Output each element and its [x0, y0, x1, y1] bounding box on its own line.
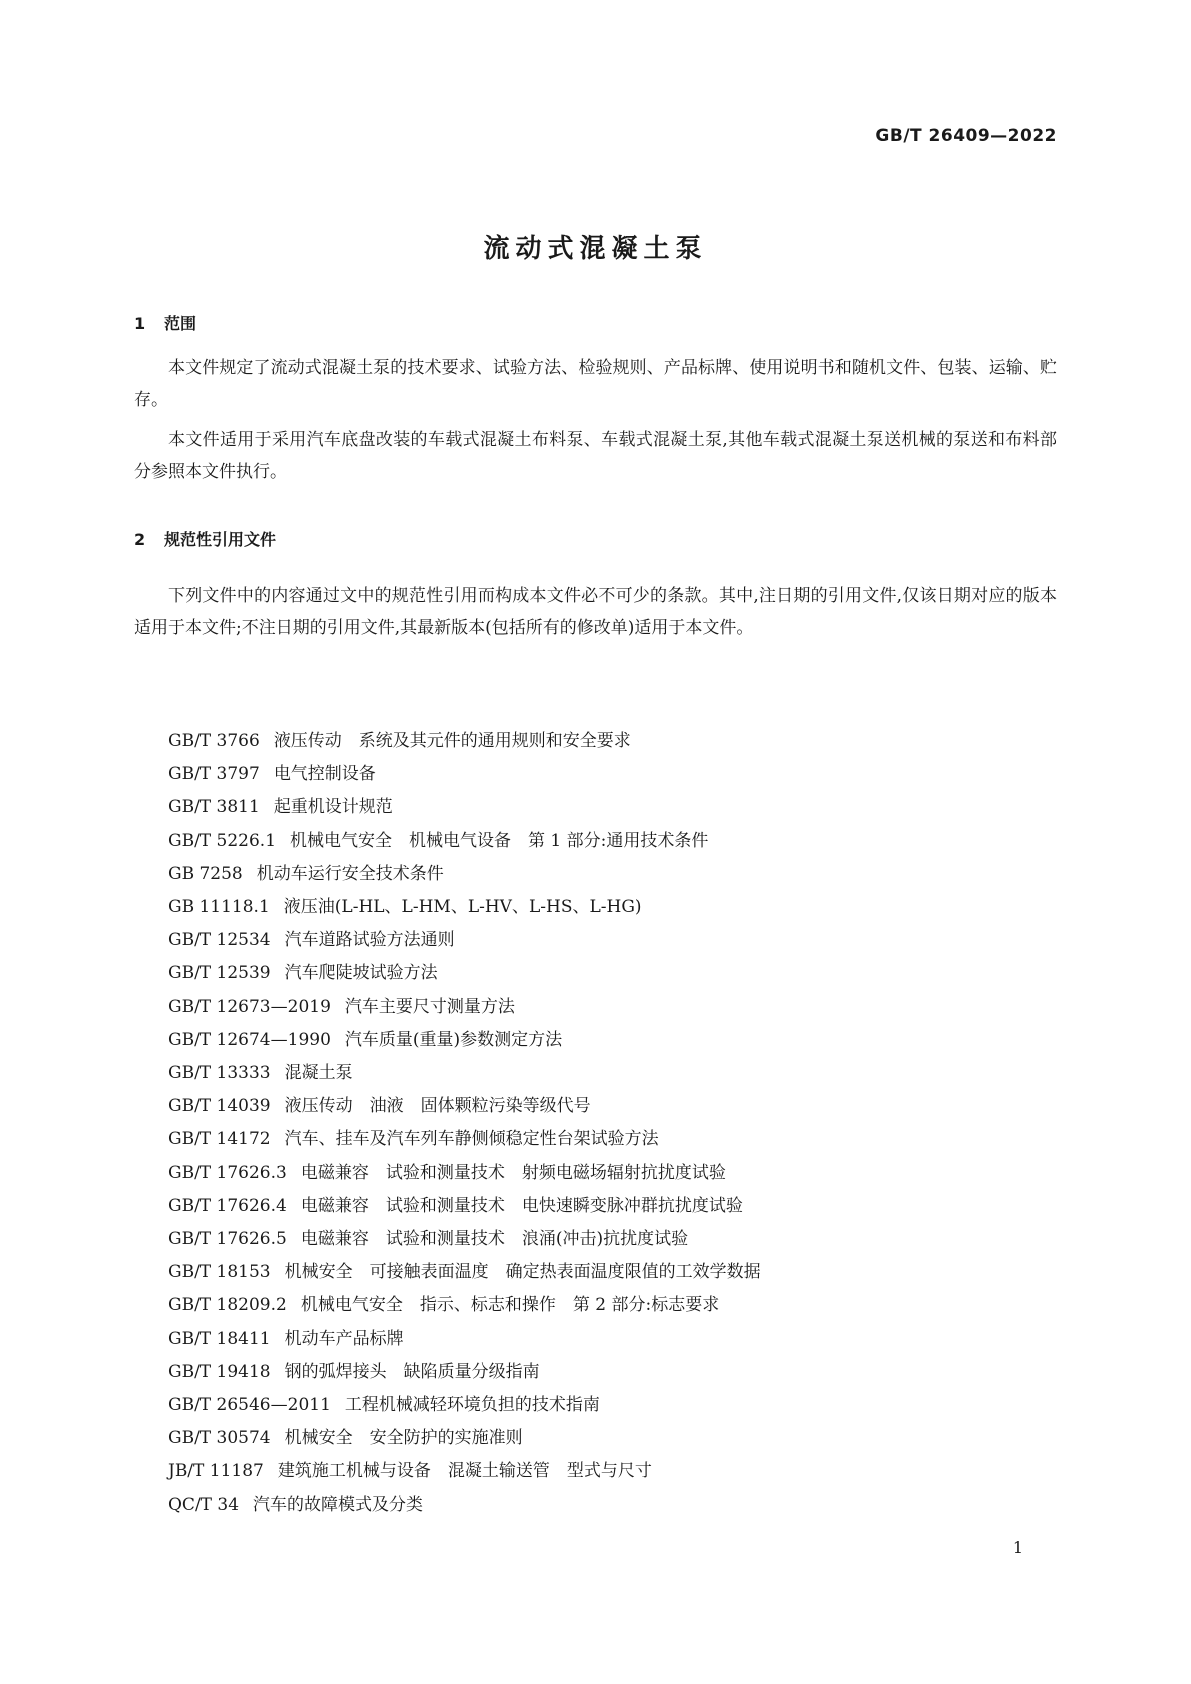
reference-code: GB/T 12534: [168, 930, 271, 951]
reference-title: 起重机设计规范: [273, 797, 393, 818]
reference-item: [168, 791, 1058, 824]
reference-title: 电气控制设备: [273, 764, 376, 785]
section-title: 规范性引用文件: [164, 530, 277, 549]
reference-code: GB/T 14172: [168, 1129, 271, 1150]
reference-item: [168, 1455, 1058, 1488]
reference-code: GB/T 26546—2011: [168, 1395, 331, 1416]
reference-item: [168, 1422, 1058, 1455]
reference-code: JB/T 11187: [168, 1461, 264, 1482]
reference-item: [168, 1057, 1058, 1090]
reference-title: 钢的弧焊接头 缺陷质量分级指南: [284, 1361, 540, 1382]
reference-code: GB/T 5226.1: [168, 830, 277, 851]
reference-list: [168, 725, 1058, 1522]
reference-title: 机动车产品标牌: [284, 1328, 404, 1349]
reference-item: [168, 1190, 1058, 1223]
reference-code: GB/T 17626.5: [168, 1229, 287, 1250]
reference-code: GB/T 12674—1990: [168, 1029, 331, 1050]
reference-item: [168, 758, 1058, 791]
reference-title: 电磁兼容 试验和测量技术 电快速瞬变脉冲群抗扰度试验: [300, 1195, 743, 1216]
reference-title: 汽车爬陡坡试验方法: [284, 963, 438, 984]
reference-code: QC/T 34: [168, 1494, 240, 1515]
reference-code: GB/T 17626.4: [168, 1195, 287, 1216]
reference-title: 机械安全 可接触表面温度 确定热表面温度限值的工效学数据: [284, 1262, 761, 1283]
reference-code: GB 11118.1: [168, 897, 270, 918]
section-heading-normative-references: [134, 527, 276, 550]
references-intro-paragraph: 下列文件中的内容通过文中的规范性引用而构成本文件必不可少的条款。其中,注日期的引用文件,仅该日期对应的版本适用于本文件;不注日期的引用文件,其最新版本(包括所有的修改单)适用于本文件。: [134, 586, 1057, 638]
reference-code: GB/T 19418: [168, 1361, 271, 1382]
reference-item: [168, 991, 1058, 1024]
page-number: 1: [1012, 1538, 1023, 1557]
reference-item: [168, 1123, 1058, 1156]
reference-code: GB 7258: [168, 863, 243, 884]
reference-title: 机械安全 安全防护的实施准则: [284, 1428, 523, 1449]
reference-code: GB/T 13333: [168, 1063, 271, 1084]
section-heading-scope: [134, 311, 196, 334]
reference-item: [168, 1323, 1058, 1356]
reference-title: 液压传动 油液 固体颗粒污染等级代号: [284, 1096, 591, 1117]
reference-title: 汽车的故障模式及分类: [253, 1494, 424, 1515]
reference-title: 混凝土泵: [284, 1063, 353, 1084]
reference-item: [168, 1157, 1058, 1190]
section-title: 范围: [164, 314, 197, 333]
reference-title: 汽车道路试验方法通则: [284, 930, 455, 951]
section-number: 1: [134, 314, 146, 333]
reference-item: [168, 1356, 1058, 1389]
reference-code: GB/T 3811: [168, 797, 260, 818]
reference-item: [168, 1223, 1058, 1256]
reference-code: GB/T 12539: [168, 963, 271, 984]
reference-item: [168, 957, 1058, 990]
reference-item: [168, 1289, 1058, 1322]
reference-title: 机械电气安全 机械电气设备 第 1 部分:通用技术条件: [290, 830, 709, 851]
reference-title: 电磁兼容 试验和测量技术 浪涌(冲击)抗扰度试验: [300, 1229, 689, 1250]
reference-title: 液压传动 系统及其元件的通用规则和安全要求: [273, 731, 631, 751]
reference-code: GB/T 3797: [168, 764, 260, 785]
document-title: 流动式混凝土泵: [483, 234, 708, 264]
reference-code: GB/T 14039: [168, 1096, 271, 1117]
reference-item: [168, 825, 1058, 858]
reference-item: [168, 1024, 1058, 1057]
standard-code: GB/T 26409—2022: [875, 126, 1057, 146]
reference-title: 汽车质量(重量)参数测定方法: [344, 1029, 563, 1050]
reference-title: 电磁兼容 试验和测量技术 射频电磁场辐射抗扰度试验: [300, 1162, 726, 1183]
reference-title: 机动车运行安全技术条件: [256, 863, 444, 884]
reference-code: GB/T 3766: [168, 731, 260, 751]
reference-code: GB/T 30574: [168, 1428, 271, 1449]
reference-item: [168, 1090, 1058, 1123]
reference-code: GB/T 12673—2019: [168, 996, 331, 1017]
reference-title: 汽车、挂车及汽车列车静侧倾稳定性台架试验方法: [284, 1129, 659, 1150]
reference-title: 建筑施工机械与设备 混凝土输送管 型式与尺寸: [277, 1461, 652, 1482]
reference-item: [168, 858, 1058, 891]
reference-item: [168, 924, 1058, 957]
reference-title: 汽车主要尺寸测量方法: [344, 996, 515, 1017]
reference-code: GB/T 17626.3: [168, 1162, 287, 1183]
scope-paragraph: 本文件规定了流动式混凝土泵的技术要求、试验方法、检验规则、产品标牌、使用说明书和随机文件、包装、运输、贮存。: [134, 358, 1057, 410]
scope-paragraph: 本文件适用于采用汽车底盘改装的车载式混凝土布料泵、车载式混凝土泵,其他车载式混凝土泵送机械的泵送和布料部分参照本文件执行。: [134, 430, 1057, 482]
reference-item: [168, 1489, 1058, 1522]
reference-item: [168, 1389, 1058, 1422]
reference-code: GB/T 18153: [168, 1262, 271, 1283]
reference-code: GB/T 18209.2: [168, 1295, 287, 1316]
reference-item: [168, 725, 1058, 758]
reference-title: 液压油(L-HL、L-HM、L-HV、L-HS、L-HG): [283, 897, 642, 918]
reference-title: 工程机械减轻环境负担的技术指南: [344, 1395, 600, 1416]
reference-code: GB/T 18411: [168, 1328, 271, 1349]
reference-item: [168, 1256, 1058, 1289]
reference-item: [168, 891, 1058, 924]
reference-title: 机械电气安全 指示、标志和操作 第 2 部分:标志要求: [300, 1295, 720, 1316]
section-number: 2: [134, 530, 146, 549]
